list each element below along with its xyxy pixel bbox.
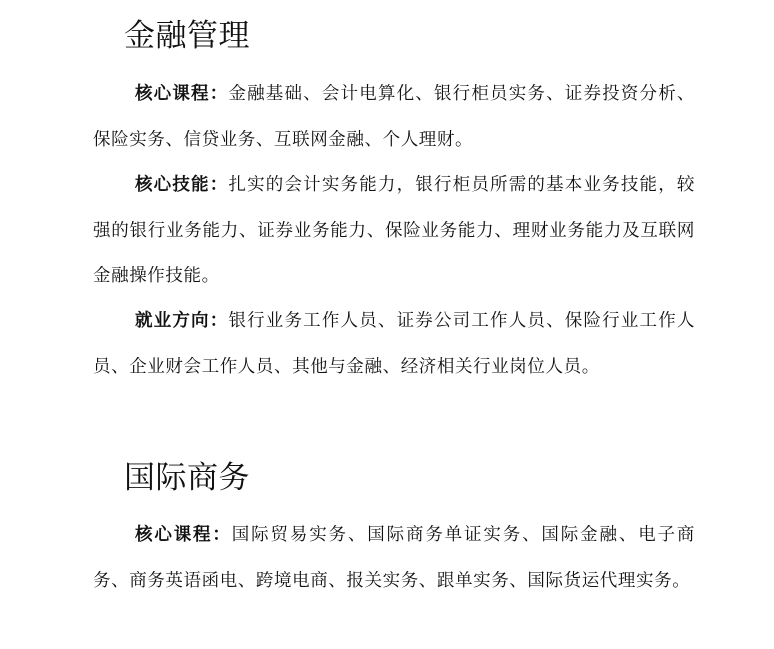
paragraph-text: 银行业务工作人员、证券公司工作人员、保险行业工作人员、企业财会工作人员、其他与金融、经济相关行业岗位人员。 <box>93 311 696 377</box>
paragraph-core-skills <box>93 163 695 300</box>
paragraph-label: 核心课程： <box>135 525 232 545</box>
paragraph-core-courses <box>93 513 695 604</box>
paragraph-label: 核心技能： <box>135 175 229 195</box>
section-title-finance-management: 金融管理 <box>124 18 250 54</box>
paragraph-career-direction <box>93 299 695 390</box>
paragraph-label: 就业方向： <box>135 311 229 331</box>
paragraph-text: 扎实的会计实务能力，银行柜员所需的基本业务技能，较强的银行业务能力、证券业务能力、保险业务能力、理财业务能力及互联网金融操作技能。 <box>93 175 696 286</box>
paragraph-label: 核心课程： <box>135 84 229 104</box>
paragraph-text: 国际贸易实务、国际商务单证实务、国际金融、电子商务、商务英语函电、跨境电商、报关实务、跟单实务、国际货运代理实务。 <box>93 525 696 591</box>
paragraph-text: 金融基础、会计电算化、银行柜员实务、证券投资分析、保险实务、信贷业务、互联网金融、个人理财。 <box>93 84 696 150</box>
section-title-international-business: 国际商务 <box>124 460 250 496</box>
paragraph-core-courses <box>93 72 695 163</box>
